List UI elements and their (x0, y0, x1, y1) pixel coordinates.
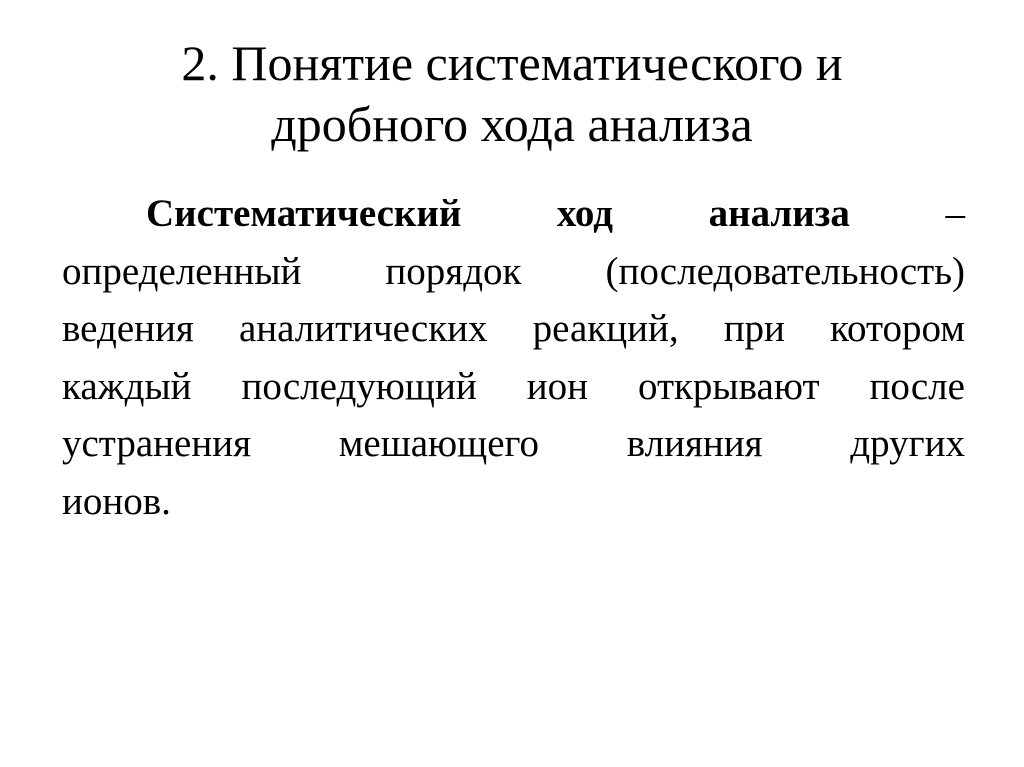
definition-word: последующий (241, 364, 477, 408)
definition-dash: – (945, 192, 965, 235)
definition-word: каждый (62, 364, 192, 408)
definition-line-2 (62, 243, 965, 301)
definition-word: мешающего (338, 422, 540, 465)
definition-word: реакций, (532, 307, 679, 350)
definition-paragraph (62, 185, 965, 530)
definition-word: после (869, 364, 965, 408)
slide-title-line-1: 2. Понятие систематического и (181, 35, 843, 91)
definition-word: устранения (62, 422, 252, 465)
definition-line-1 (62, 185, 965, 243)
slide-title-line-2: дробного хода анализа (271, 96, 753, 152)
definition-word: аналитических (238, 307, 488, 350)
definition-word: других (850, 422, 965, 465)
definition-line-5 (62, 415, 965, 473)
slide-title (0, 33, 1024, 155)
definition-term-word: ход (556, 192, 614, 235)
definition-word: ведения (62, 307, 194, 350)
definition-word: котором (830, 307, 965, 350)
definition-word: открывают (637, 364, 820, 408)
definition-line-4 (62, 358, 965, 416)
definition-term-word: анализа (708, 192, 850, 235)
definition-word: влияния (626, 422, 763, 465)
definition-line-3 (62, 300, 965, 358)
definition-line-6: ионов. (62, 479, 171, 523)
definition-word: (последовательность) (605, 249, 965, 293)
definition-word: порядок (385, 249, 522, 293)
definition-word: ион (526, 364, 588, 408)
definition-word: при (723, 307, 785, 350)
definition-term-word: Систематический (146, 192, 462, 235)
definition-word: определенный (62, 249, 302, 293)
